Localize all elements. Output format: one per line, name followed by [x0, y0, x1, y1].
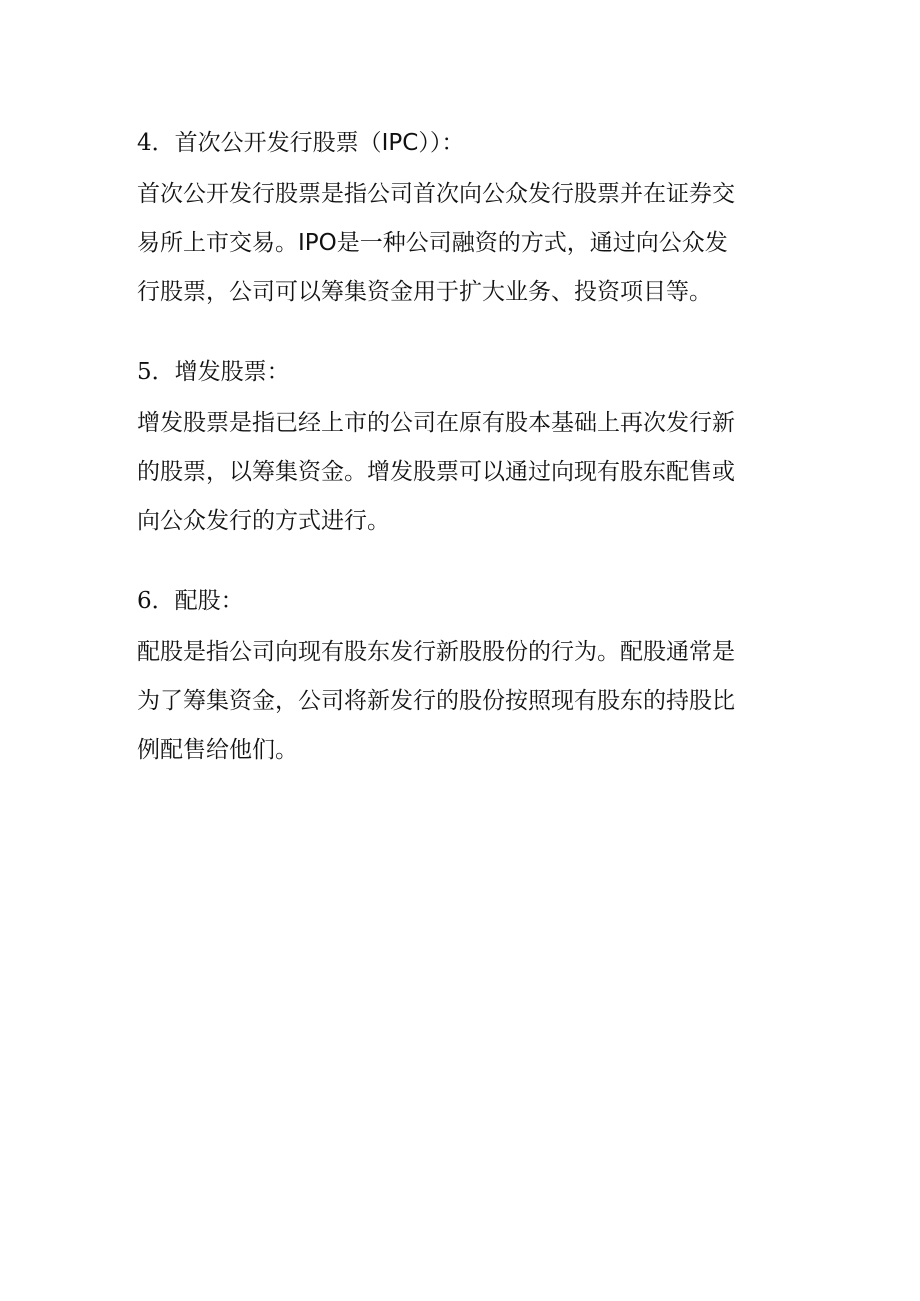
section-title: ．首次公开发行股票（IPC））：	[151, 130, 465, 156]
section-heading	[137, 353, 787, 391]
section-heading	[137, 582, 787, 620]
section-title: ．配股：	[151, 588, 244, 614]
section-body	[137, 170, 787, 317]
document-content	[137, 124, 787, 811]
body-line: 增发股票是指已经上市的公司在原有股本基础上再次发行新	[137, 410, 735, 436]
section-title: ．增发股票：	[151, 359, 290, 385]
body-line: 易所上市交易。IPO是一种公司融资的方式，通过向公众发	[137, 230, 728, 256]
section-additional-issue	[137, 353, 787, 546]
body-line: 首次公开发行股票是指公司首次向公众发行股票并在证券交	[137, 181, 735, 207]
section-body	[137, 399, 787, 546]
body-line: 向公众发行的方式进行。	[137, 508, 390, 534]
section-number: 4	[137, 130, 152, 156]
section-number: 5	[137, 359, 152, 385]
body-line: 配股是指公司向现有股东发行新股股份的行为。配股通常是	[137, 639, 735, 665]
section-rights-issue	[137, 582, 787, 775]
section-number: 6	[137, 588, 152, 614]
body-line: 为了筹集资金，公司将新发行的股份按照现有股东的持股比	[137, 688, 735, 714]
section-body	[137, 628, 787, 775]
section-ipo	[137, 124, 787, 317]
body-line: 例配售给他们。	[137, 737, 298, 763]
section-heading	[137, 124, 787, 162]
body-line: 的股票，以筹集资金。增发股票可以通过向现有股东配售或	[137, 459, 735, 485]
body-line: 行股票，公司可以筹集资金用于扩大业务、投资项目等。	[137, 279, 712, 305]
